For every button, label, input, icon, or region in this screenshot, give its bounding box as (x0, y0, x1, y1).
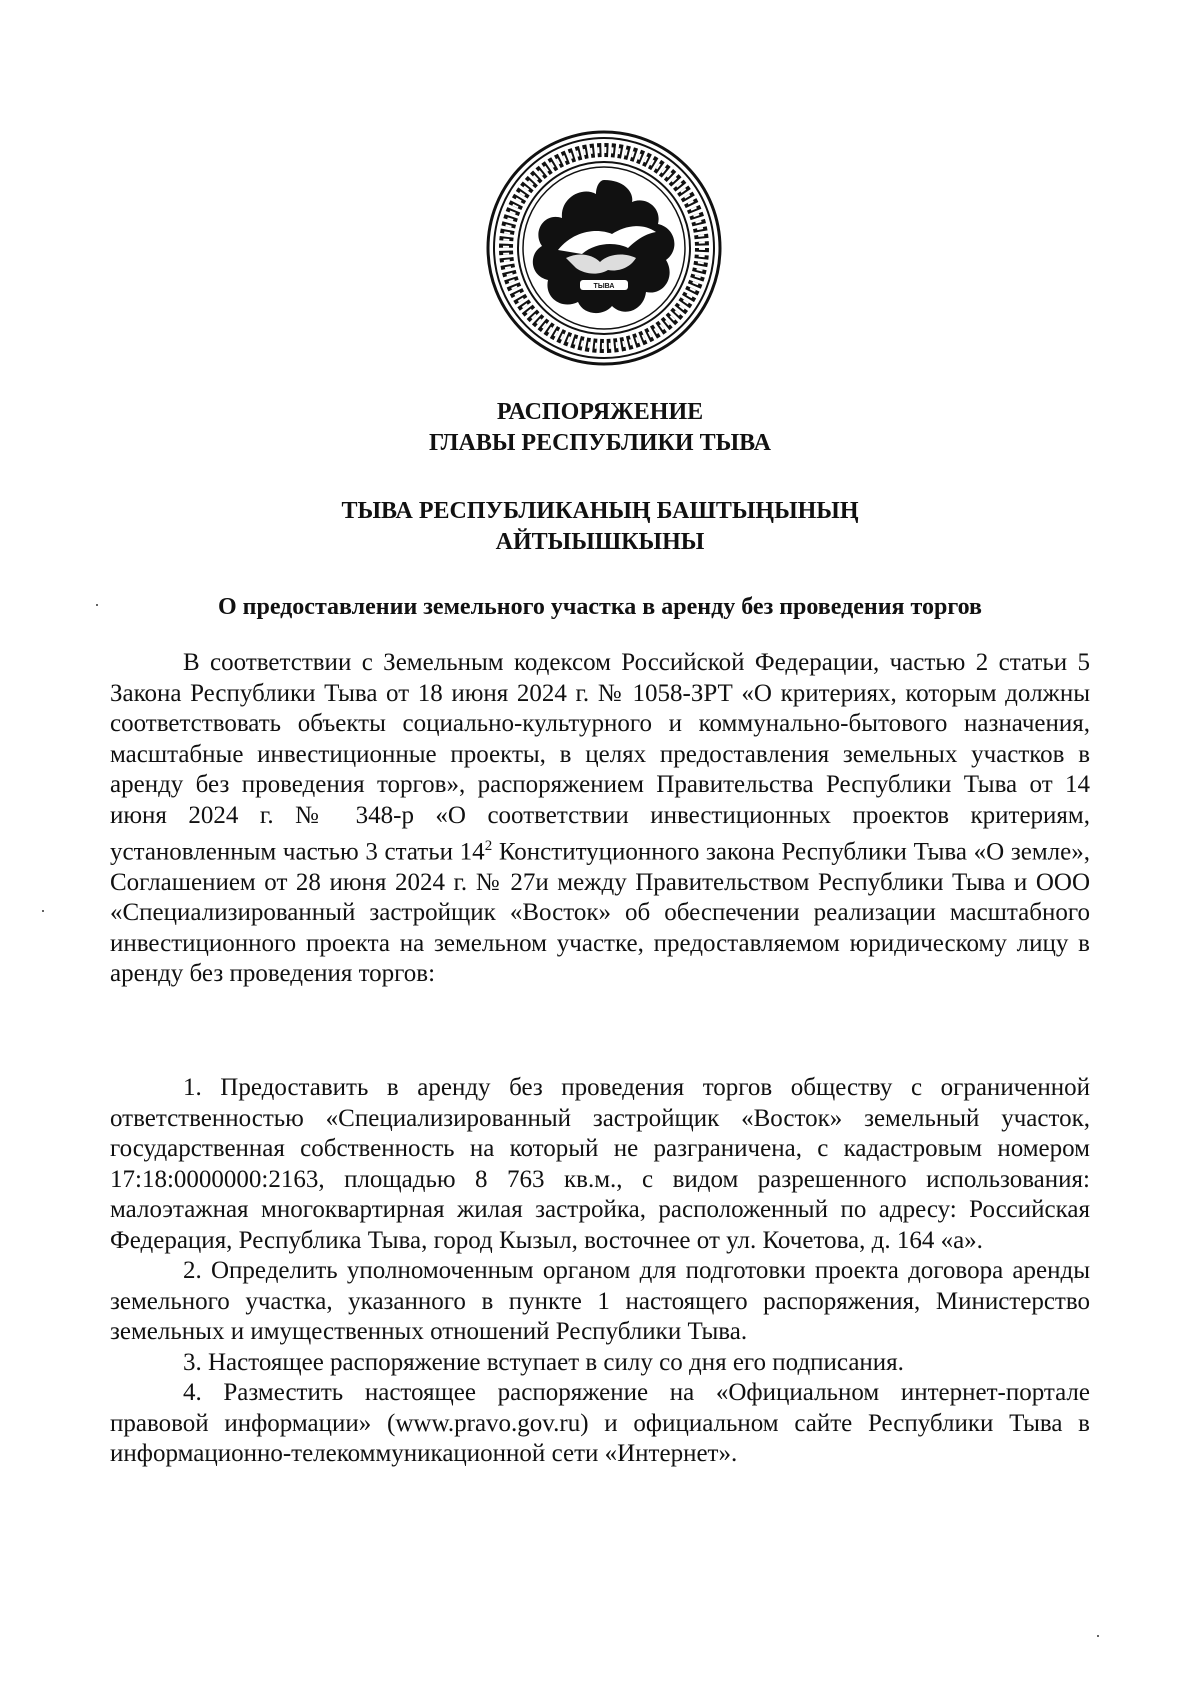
title-tuv-line1: ТЫВА РЕСПУБЛИКАНЫҢ БАШТЫҢЫНЫҢ (341, 498, 859, 524)
scan-speck (42, 910, 44, 912)
svg-text:ТЫВА: ТЫВА (593, 283, 615, 290)
title-tuv-line2: АЙТЫЫШКЫНЫ (495, 529, 705, 555)
preamble-text-start: В соответствии с Земельным кодексом Российской Федерации, частью 2 статьи 5 Закона Республики Тыва от 18 июня 2024 г. № 1058-ЗРТ «О критериях, которым должны соответствовать объекты социально-культурного и коммунально-бытового назначения, масштабные инвестиционные проекты, в целях предоставления земельных участков в аренду без проведения торгов», распоряжением Правительства Республики Тыва от 14 июня 2024 г. № 348-р «О соответствии инвестиционных проектов критериям, установленным частью 3 статьи 14 (110, 649, 1090, 866)
scan-speck (96, 604, 98, 606)
coat-of-arms-icon (486, 130, 722, 366)
preamble-paragraph (110, 648, 1090, 990)
document-subject: О предоставлении земельного участка в аренду без проведения торгов (217, 594, 983, 620)
superscript: 2 (484, 838, 493, 854)
resolution-item-4: 4. Разместить настоящее распоряжение на «Официальном интернет-портале правовой информации» (www.pravo.gov.ru) и официальном сайте Республики Тыва в информационно-телекоммуникационной сети «Интернет». (110, 1379, 1090, 1467)
preamble-text-end: Конституционного закона Республики Тыва «О земле», Соглашением от 28 июня 2024 г. № 27и между Правительством Республики Тыва и ООО «Специализированный застройщик «Восток» об обеспечении реализации масштабного инвестиционного проекта на земельном участке, предоставляемом юридическому лицу в аренду без проведения торгов: (110, 838, 1090, 988)
resolution-item-1: 1. Предоставить в аренду без проведения торгов обществу с ограниченной ответственностью «Специализированный застройщик «Восток» земельный участок, государственная собственность на который не разграничена, с кадастровым номером 17:18:0000000:2163, площадью 8 763 кв.м., с видом разрешенного использования: малоэтажная многоквартирная жилая застройка, расположенный по адресу: Российская Федерация, Республика Тыва, город Кызыл, восточнее от ул. Кочетова, д. 164 «а». (110, 1074, 1090, 1254)
scan-speck (1097, 1635, 1099, 1637)
preamble (110, 648, 1090, 990)
resolution-item-3: 3. Настоящее распоряжение вступает в силу со дня его подписания. (183, 1348, 904, 1376)
resolution-items (110, 1073, 1090, 1470)
resolution-item-2: 2. Определить уполномоченным органом для подготовки проекта договора аренды земельного участка, указанного в пункте 1 настоящего распоряжения, Министерство земельных и имущественных отношений Республики Тыва. (110, 1257, 1090, 1345)
title-ru-line1: РАСПОРЯЖЕНИЕ (496, 399, 704, 425)
title-ru-line2: ГЛАВЫ РЕСПУБЛИКИ ТЫВА (428, 430, 771, 456)
